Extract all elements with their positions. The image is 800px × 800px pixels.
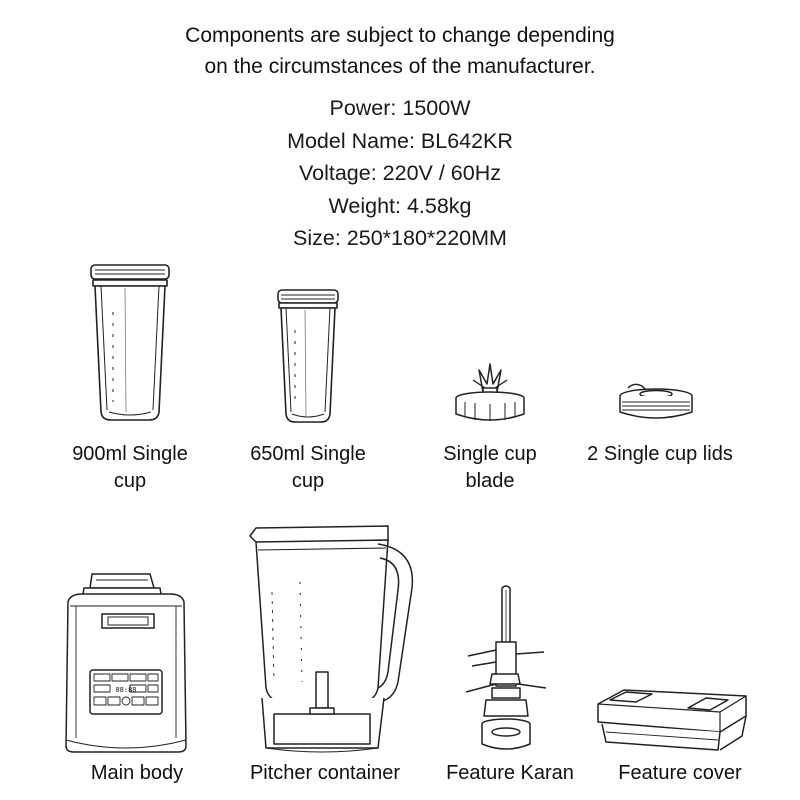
blade-icon	[445, 362, 535, 430]
spec-model: Model Name: BL642KR	[287, 128, 513, 153]
cup-650ml-icon	[273, 288, 343, 428]
lids-label	[570, 441, 750, 468]
cover-label-line1: Feature cover	[618, 762, 742, 784]
disclaimer-line-2: on the circumstances of the manufacturer.	[204, 55, 596, 78]
spec-power: Power: 1500W	[329, 96, 471, 120]
cover-label	[580, 760, 780, 787]
cup-900ml-label	[40, 441, 220, 495]
spec-list	[0, 92, 800, 255]
pitcher-label	[225, 760, 425, 787]
display-text	[114, 684, 138, 694]
cup-900ml-icon	[85, 262, 175, 427]
display-digits: 88:88	[115, 686, 137, 694]
spec-size: Size: 250*180*220MM	[293, 226, 507, 250]
main-body-label-line1: Main body	[90, 762, 184, 784]
cover-icon	[596, 686, 750, 758]
pitcher-label-line1: Pitcher container	[249, 762, 401, 784]
cup-900ml-label-line1: 900ml Single	[72, 443, 188, 465]
spec-weight: Weight: 4.58kg	[328, 193, 472, 218]
spec-voltage: Voltage: 220V / 60Hz	[298, 161, 501, 185]
main-body-label	[47, 760, 227, 787]
cup-650ml-label-line1: 650ml Single	[250, 443, 366, 465]
pitcher-icon	[248, 522, 423, 757]
lid-icon	[612, 380, 702, 428]
disclaimer-notice	[0, 20, 800, 82]
lids-label-line1: 2 Single cup lids	[587, 443, 733, 465]
motor-base-icon	[62, 570, 192, 756]
karan-label-line1: Feature Karan	[446, 762, 574, 784]
cup-900ml-label-line2: cup	[113, 470, 147, 492]
disclaimer-line-1: Components are subject to change depending	[185, 24, 615, 47]
blade-label	[400, 441, 580, 495]
blade-label-line1: Single cup	[443, 443, 537, 465]
cup-650ml-label	[218, 441, 398, 495]
blade-label-line2: blade	[465, 470, 515, 492]
cup-650ml-label-line2: cup	[291, 470, 325, 492]
blade-assembly-icon	[462, 584, 550, 756]
